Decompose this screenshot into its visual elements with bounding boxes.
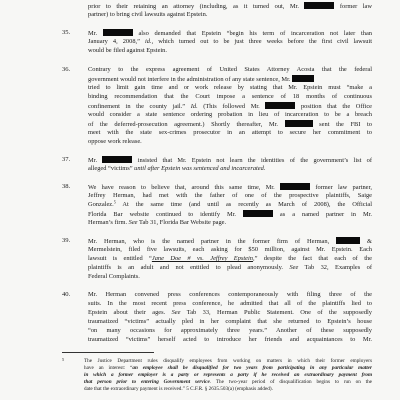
redaction-block (102, 156, 132, 163)
footnote-text: in which a former employer is a party or represents a party if he received an extraordinary payment from (84, 372, 372, 378)
text-run: prior to their retaining an attorney (including, as it turned out, Mr. (88, 3, 305, 10)
text-run: partner) to bring civil lawsuits against Epstein. (88, 11, 208, 18)
footnote-text: The Justice Department rules disqualify employees from working on matters in which their former employers (84, 358, 372, 364)
text-run: as a named partner in Mr. (272, 211, 373, 218)
text-run: traumatized “victims” herself acted to introduce her friends and acquaintances to Mr. (88, 336, 372, 343)
text-run: would be filed against Epstein. (88, 47, 167, 54)
redaction-block (304, 2, 334, 9)
text-run: traumatized “victims” actually pled in her complaint that she returned to Epstein’s house (88, 318, 372, 325)
text-run: Jeffrey Herman, had met with the father of one of the prospective plaintiffs, Saige (88, 192, 372, 199)
text-run: former law (334, 3, 372, 10)
text-run: insisted that Mr. Epstein not learn the identities of the government’s list of (132, 157, 372, 164)
text-run: Federal Complaints. (88, 273, 140, 280)
text-run: Mr. Herman, who is the named partner in the former firm of Herman, (88, 238, 337, 245)
text-run: also demanded that Epstein “begin his term of incarceration not later than (132, 30, 372, 37)
paragraph-number: 39. (62, 237, 71, 244)
text-run: meet with the state sex-crimes prosecutor in an attempt to secure her commitment to (88, 129, 372, 136)
text-run: tried to limit gain time and or work release by stating that Mr. Epstein must “make a (88, 84, 372, 91)
text-run: Mr. Herman convened press conferences contemporaneously with filing three of the (88, 291, 372, 298)
text-run: Mr. (88, 30, 103, 37)
paragraph-number: 35. (62, 29, 71, 36)
text-run: former law partner, (310, 184, 372, 191)
text-run: We have reason to believe that, around this same time, Mr. (88, 184, 281, 191)
text-run: of the deferred-prosecution agreement.) Shortly thereafter, Mr. (88, 121, 285, 128)
redaction-block (103, 29, 133, 36)
document-page: prior to their retaining an attorney (including, as it turned out, Mr. former law partner) to bring civil lawsuits against Epstein. 35. Mr. also demanded that Epstein “begin his term of incarceration not later than January 4, 2008,” id., which turned out to be just three weeks before the first civil lawsuit would be filed against Epstein. 36. Contrary to the express agreement of United States Attorney Acosta that the federal government would not interfere in the administration of any state sentence, Mr. tried to limit gain time and or work release by stating that Mr. Epstein must “make a binding recommendation that the Court impose a sentence of 18 months of continuous confinement in the county jail.” Id. (This followed Mr. position that the Office would consider a state sentence ordering probation in lieu of incarceration to be a breach of the deferred-prosecution agreement.) Shortly thereafter, Mr. sent the FBI to meet with the state sex-crimes prosecutor in an attempt to secure her commitment to oppose work release. 37. Mr. insisted that Mr. Epstein not learn the identities of the government’s list of alleged “victims” until after Epstein was sentenced and incarcerated. 38. We have reason to believe that, around this same time, Mr. former law partner, Jeffrey Herman, had met with the father of one of the prospective plaintiffs, Saige Gonzalez.$^5$ At the same time (and until as recently as March of 2008), the Official Florida Bar website continued to identify Mr. as a named partner in Mr. Herman’s firm. See Tab 31, Florida Bar Website page. 39. Mr. Herman, who is the named partner in the former firm of Herman, & Mermelstein, filed five lawsuits, each asking for $50 million, against Mr. Epstein. Each lawsuit is entitled “Jane Doe # vs. Jeffrey Epstein,” despite the fact that each of the plaintiffs is an adult and not entitled to plead anonymously. See Tab 32, Examples of Federal Complaints. 40. Mr. Herman convened press conferences contemporaneously with filing three of the suits. In the most recent press conference, he admitted that all of the plaintiffs lied to Epstein about their ages. See Tab 33, Herman Public Statement. One of the supposedly traumatized “victims” actually pled in her complaint that she returned to Epstein’s house “on many occasions for approximately three years.” Another of these supposedly traumatized “victims” herself acted to introduce her friends and acquaintances to Mr. 5 The Justice Department rules disqualify employees from working on matters in which their former employers have an interest: “an employee shall be disqualified for two years from participating in any particular matter in which a former employer is a party or represents a party if he received an extraordinary payment from that person prior to entering Government service. The two-year period of disqualification begins to run on the date that the extraordinary payment is received.” 5 C.F.R. § 2635.503(a) (emphasis added). (0, 0, 400, 400)
text-run: “on many occasions for approximately three years.” Another of these supposedly (88, 327, 372, 334)
redaction-block (280, 183, 310, 190)
text-run: oppose work release. (88, 138, 142, 145)
text-run: binding recommendation that the Court impose a sentence of 18 months of continuous (88, 93, 372, 100)
paragraph-number: 37. (62, 156, 71, 163)
text-run: sent the FBI to (312, 121, 372, 128)
redaction-block (265, 102, 295, 109)
paragraph-number: 40. (62, 291, 71, 298)
text-run: Mr. (88, 157, 103, 164)
text-run: Florida Bar website continued to identify Mr. (88, 211, 243, 218)
text-run: government would not interfere in the administration of any state sentence, Mr. (88, 76, 293, 83)
text-run: Gonzalez. (88, 201, 114, 208)
redaction-block (336, 237, 360, 244)
footnote-reference[interactable]: 5 (113, 199, 116, 205)
redaction-block (285, 120, 313, 127)
text-run: Mermelstein, filed five lawsuits, each asking for $50 million, against Mr. Epstein. Each (88, 246, 372, 253)
text-run: id. (145, 38, 152, 45)
footnote-text: date that the extraordinary payment is received.” 5 C.F.R. § 2635.503(a) (emphasis added). (84, 386, 273, 392)
text-run: suits. In the most recent press conference, he admitted that all of the plaintiffs lied to (88, 300, 372, 307)
footnote-marker: 5 (62, 357, 65, 362)
text-run: & (360, 238, 372, 245)
paragraph-number: 36. (62, 66, 71, 73)
text-run: Contrary to the express agreement of United States Attorney Acosta that the federal (88, 66, 372, 73)
redaction-block (292, 75, 314, 82)
redaction-block (243, 210, 273, 217)
text-run: At the same time (and until as recently as March of 2008), the Official (115, 201, 372, 208)
paragraph-number: 38. (62, 183, 71, 190)
footnote-divider (62, 352, 154, 353)
text-run: would consider a state sentence ordering probation in lieu of incarceration to be a breach (88, 111, 372, 118)
